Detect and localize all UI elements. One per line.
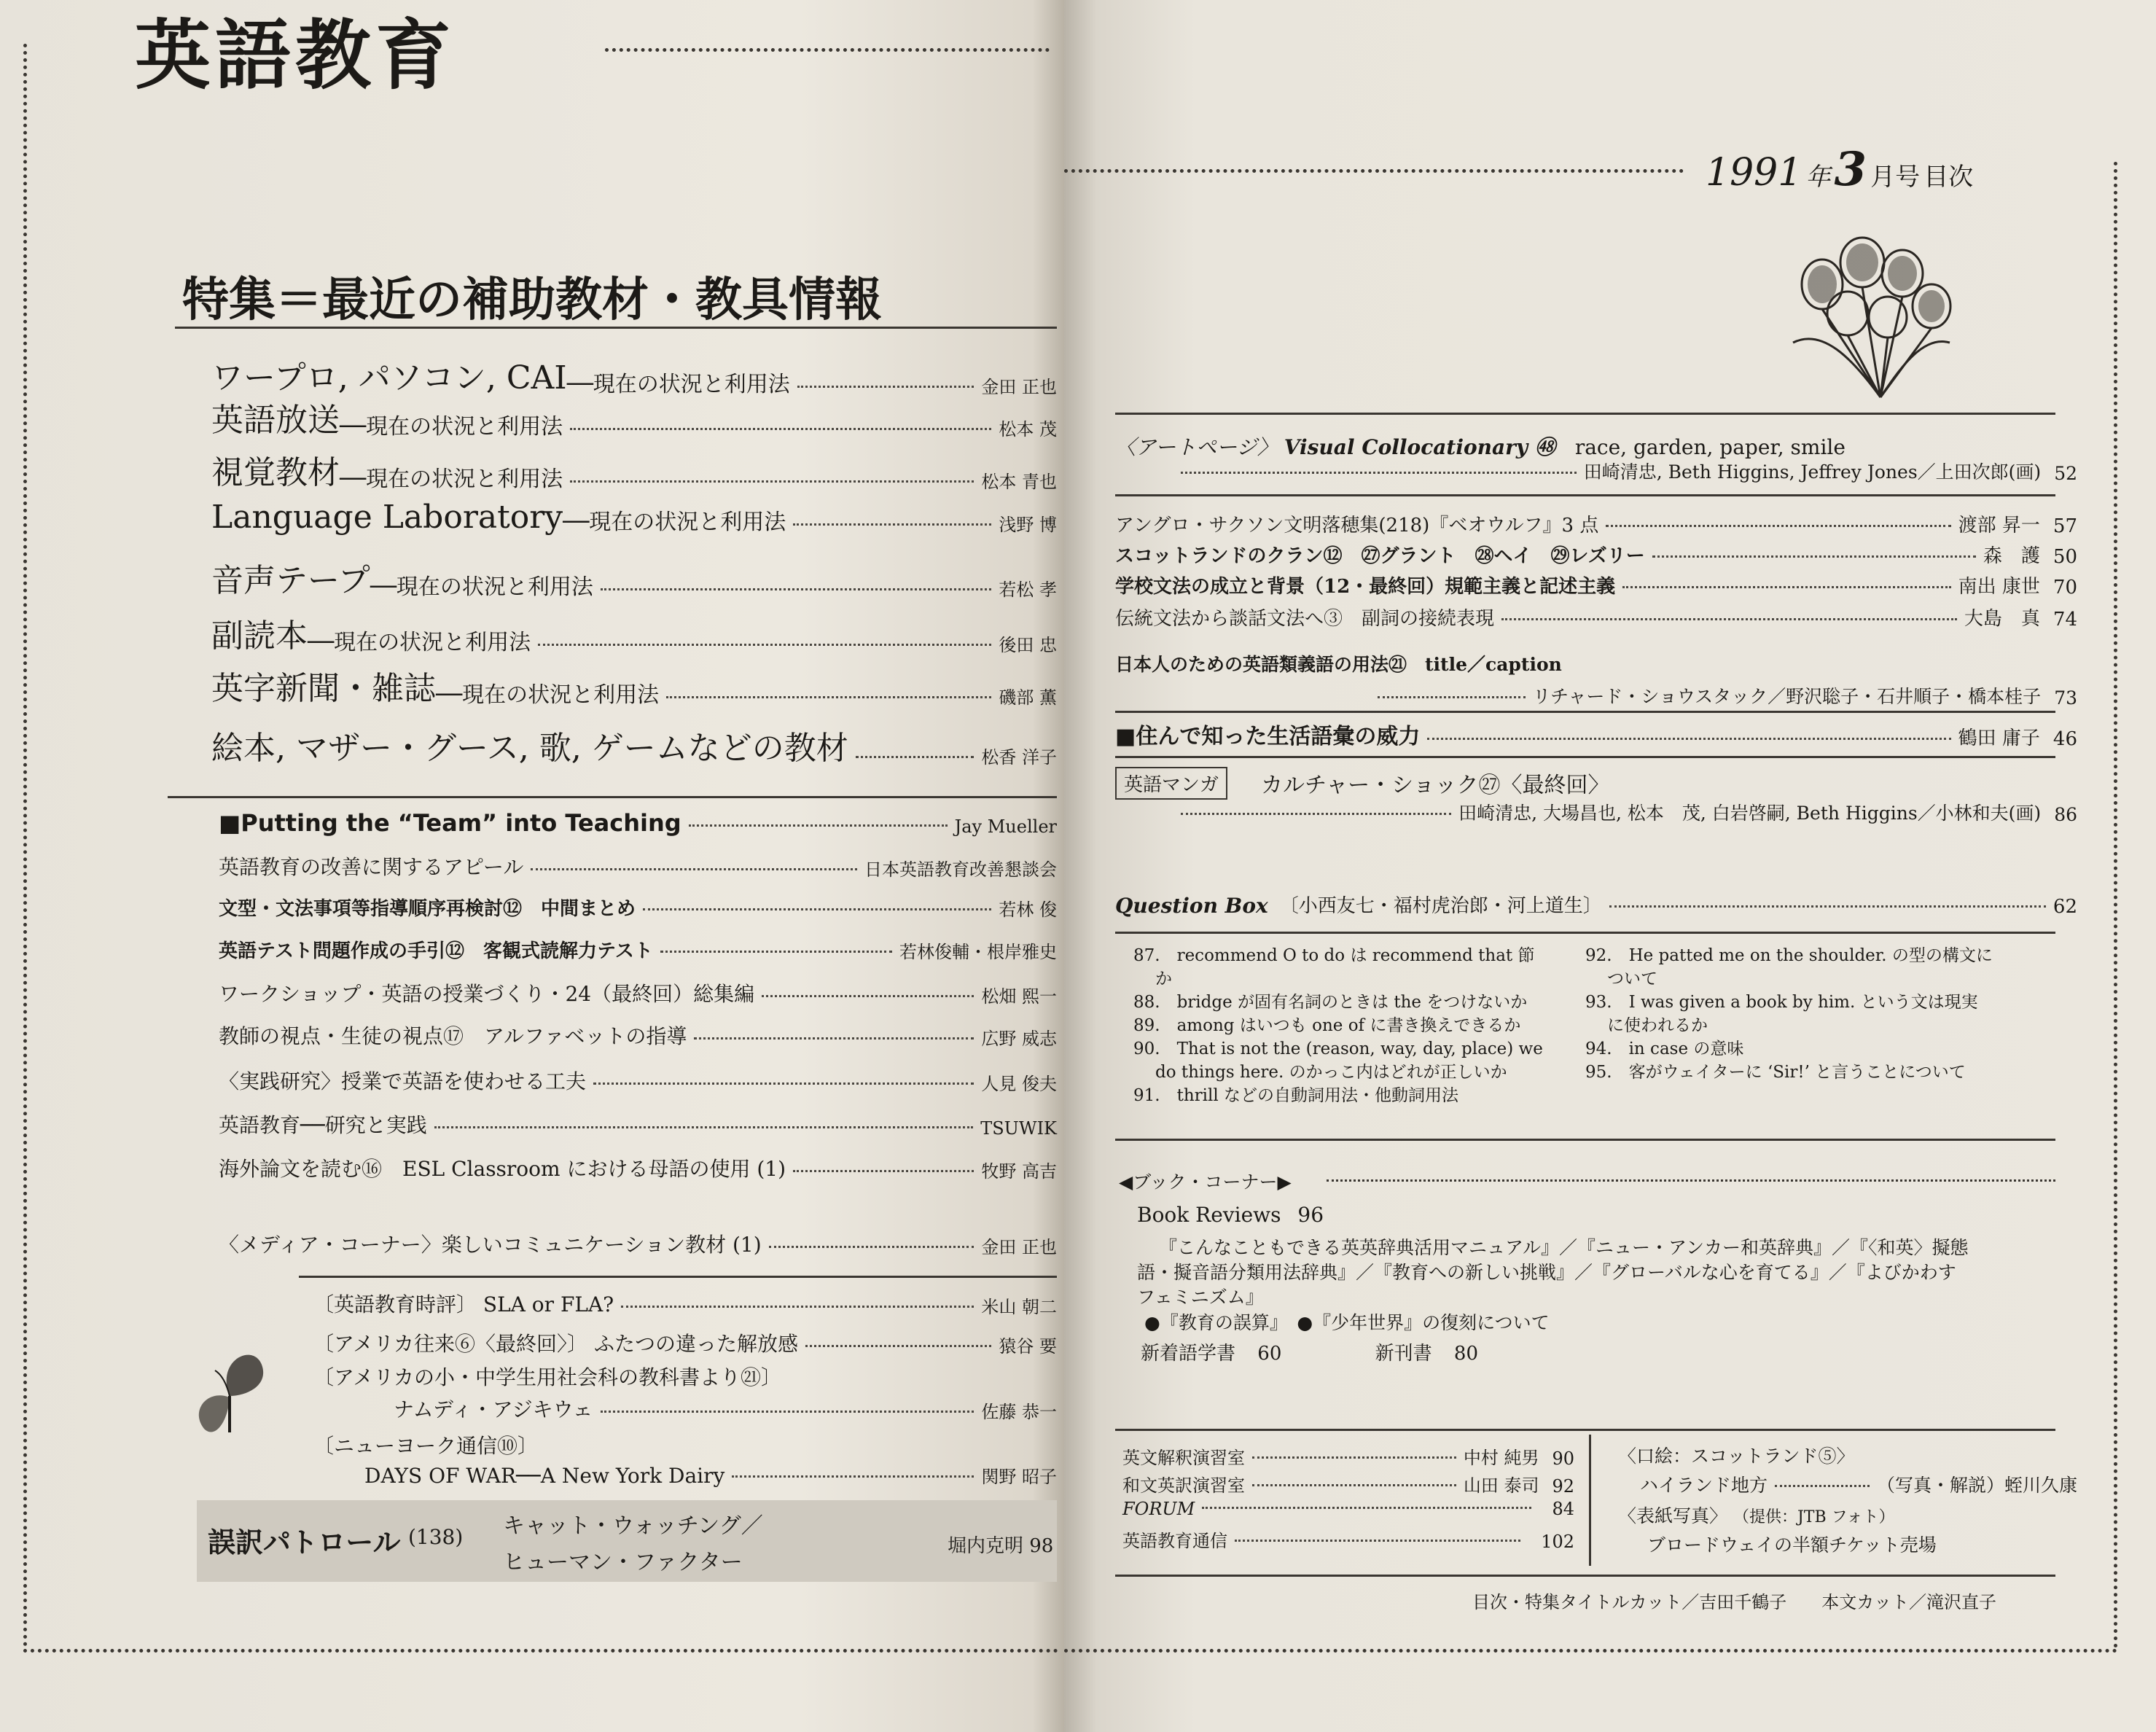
article-title: 英語教育──研究と実践 <box>219 1113 427 1137</box>
cover-title: 〈表紙写真〉 <box>1618 1505 1728 1526</box>
bottom-page: 102 <box>1541 1532 1574 1552</box>
manga-credits: 田崎清忠, 大場昌也, 松本 茂, 白岩啓嗣, Beth Higgins／小林和夫(画) <box>1458 803 2042 824</box>
serial-title: アングロ・サクソン文明落穂集(218)『ベオウルフ』3 点 <box>1115 515 1599 537</box>
column-item <box>313 1430 1057 1459</box>
question-box-authors: 〔小西友七・福村虎治郎・河上道生〕 <box>1279 895 1602 917</box>
feature-bottom-rule <box>168 796 1057 798</box>
header-rule <box>1115 413 2055 415</box>
left-dashed-border <box>23 44 27 1647</box>
art-page-words: race, garden, paper, smile <box>1574 435 1846 459</box>
bottom-page: 84 <box>1552 1499 1574 1519</box>
article-item <box>219 1066 1057 1095</box>
article-item <box>219 809 1057 837</box>
left-page <box>0 0 1064 1732</box>
feature-item <box>211 554 1057 601</box>
article-author: Jay Mueller <box>954 816 1057 837</box>
feature-subtitle: ──現在の状況と利用法 <box>370 574 593 600</box>
serial-author: 南出 康世 <box>1958 576 2040 598</box>
new-lang-page: 60 <box>1257 1343 1282 1365</box>
article-title: ■Putting the “Team” into Teaching <box>219 809 681 837</box>
bottom-rule <box>1115 1429 2055 1431</box>
living-rule <box>1115 711 2055 713</box>
article-author: 日本英語教育改善懇談会 <box>864 859 1057 880</box>
column-title: 〔アメリカの小・中学生用社会科の教科書より㉑〕 <box>313 1365 782 1389</box>
question-item: ついて <box>1607 970 1657 988</box>
manga-label: 英語マンガ <box>1115 767 1227 800</box>
question-box-page: 62 <box>2053 896 2077 918</box>
article-item <box>219 894 1057 921</box>
date-mokuji: 目次 <box>1923 163 1974 192</box>
book-list-2: 語・擬音語分類用法辞典』／『教育への新しい挑戦』／『グローバルな心を育てる』／『よびかわす <box>1137 1262 1956 1283</box>
bottom-item <box>1122 1499 1574 1519</box>
book-rule <box>1115 1139 2055 1141</box>
question-item: 93. I was given a book by him. という文は現実 <box>1585 993 1978 1012</box>
column-title: 〔アメリカ往来⑥〈最終回〉〕 ふたつの違った解放感 <box>313 1332 798 1356</box>
column-author: 佐藤 恭一 <box>981 1402 1057 1422</box>
new-lang-label: 新着語学書 <box>1141 1343 1236 1365</box>
bottom-dashed-border-left <box>23 1649 1058 1653</box>
kuchie-line <box>1640 1471 2077 1497</box>
question-box-title: Question Box <box>1115 894 1268 918</box>
footer-rule <box>1115 1575 2055 1577</box>
serial-page: 50 <box>2053 546 2077 568</box>
article-item <box>219 1153 1057 1182</box>
feature-author: 金田 正也 <box>981 377 1057 397</box>
living-page: 46 <box>2053 728 2077 750</box>
feature-title: 副読本 <box>211 617 308 655</box>
feature-title: 音声テープ <box>211 562 370 599</box>
date-header <box>1706 142 1973 197</box>
bottom-title: 英語教育通信 <box>1122 1531 1227 1551</box>
book-reviews-page: 96 <box>1297 1203 1324 1227</box>
feature-author: 磯部 薫 <box>999 687 1057 708</box>
column-item <box>313 1328 1057 1357</box>
column-item <box>313 1289 1057 1318</box>
column-author: 米山 朝二 <box>981 1297 1057 1317</box>
serial-author: 渡部 昇一 <box>1958 515 2040 537</box>
question-item: 88. bridge が固有名詞のときは the をつけないか <box>1133 993 1528 1012</box>
cover-sub: ブロードウェイの半額チケット売場 <box>1647 1534 1937 1556</box>
bottom-dashed-border-right <box>1064 1649 2117 1653</box>
question-item: 92. He patted me on the shoulder. の型の構文に <box>1585 946 1993 965</box>
serial-page: 74 <box>2053 609 2077 631</box>
feature-top-rule <box>175 327 1057 329</box>
kuchie-sub: ハイランド地方 <box>1640 1475 1768 1496</box>
journal-title: 英語教育 <box>135 11 456 100</box>
synonym-title: 日本人のための英語類義語の用法㉑ title／caption <box>1115 654 1562 675</box>
article-title: ワークショップ・英語の授業づくり・24（最終回）総集編 <box>219 982 755 1006</box>
article-item <box>219 1109 1057 1139</box>
question-item: に使われるか <box>1607 1016 1708 1035</box>
book-corner-dashes <box>1327 1179 2055 1182</box>
manga-page: 86 <box>2054 804 2077 825</box>
patrol-title: 誤訳パトロール <box>208 1526 401 1559</box>
question-item: 95. 客がウェイターに ‘Sir!’ と言うことについて <box>1585 1063 1966 1082</box>
feature-item <box>211 609 1057 656</box>
book-notes: ●『教育の誤算』 ●『少年世界』の復刻について <box>1144 1312 1550 1333</box>
question-item: か <box>1155 970 1172 988</box>
feature-item <box>211 662 1057 709</box>
living-title: ■住んで知った生活語彙の威力 <box>1115 724 1421 749</box>
serial-item <box>1115 541 2077 568</box>
question-box-line <box>1115 891 2077 918</box>
right-page <box>1064 0 2156 1732</box>
patrol-line-1: キャット・ウォッチング／ <box>503 1513 763 1539</box>
feature-subtitle: ──現在の状況と利用法 <box>340 414 563 440</box>
bottom-title: 英文解釈演習室 <box>1122 1448 1245 1468</box>
column-author: 関野 昭子 <box>981 1467 1057 1487</box>
article-author: 金田 正也 <box>981 1237 1057 1257</box>
feature-author: 浅野 博 <box>999 515 1057 535</box>
synonym-page: 73 <box>2054 687 2077 709</box>
article-author: 若林 俊 <box>999 900 1057 920</box>
kuchie-title: 〈口絵：スコットランド⑤〉 <box>1618 1446 1855 1467</box>
feature-title: ワープロ, パソコン, CAI <box>211 359 567 397</box>
feature-subtitle: ──現在の状況と利用法 <box>308 630 531 655</box>
serial-author: 大島 真 <box>1964 608 2040 630</box>
feature-title: 絵本, マザー・グース, 歌, ゲームなどの教材 <box>211 730 848 767</box>
feature-subtitle: ──現在の状況と利用法 <box>340 467 563 492</box>
serial-title: 伝統文法から談話文法へ③ 副詞の接続表現 <box>1115 608 1495 630</box>
art-page-label: 〈アートページ〉 <box>1115 435 1278 459</box>
top-dashed-border-right <box>1064 169 1684 173</box>
art-page-credits: 田崎清忠, Beth Higgins, Jeffrey Jones／上田次郎(画) <box>1583 461 2042 483</box>
feature-heading: 特集＝最近の補助教材・教具情報 <box>182 273 882 327</box>
columns-rule <box>299 1276 1057 1278</box>
tulip-bouquet-illustration <box>1778 233 1968 408</box>
feature-author: 松本 青也 <box>981 472 1057 492</box>
column-title: ナムディ・アジキウェ <box>394 1397 593 1421</box>
article-title: 海外論文を読む⑯ ESL Classroom における母語の使用 (1) <box>219 1157 786 1181</box>
article-author: 牧野 高吉 <box>981 1161 1057 1182</box>
cover-line <box>1618 1502 1895 1528</box>
patrol-author: 堀内克明 98 <box>948 1535 1054 1557</box>
art-page-title: Visual Collocationary ㊽ <box>1284 435 1555 459</box>
column-author: 猿谷 要 <box>999 1336 1057 1357</box>
bottom-title: FORUM <box>1122 1499 1195 1519</box>
bottom-item <box>1122 1471 1574 1497</box>
article-author: 松畑 熙一 <box>981 986 1057 1007</box>
question-item: 91. thrill などの自動詞用法・他動詞用法 <box>1133 1086 1459 1105</box>
new-pub-label: 新刊書 <box>1375 1343 1432 1365</box>
serial-page: 57 <box>2053 515 2077 537</box>
feature-author: 松香 洋子 <box>981 747 1057 768</box>
art-rule <box>1115 494 2055 496</box>
feature-author: 後田 忠 <box>999 635 1057 655</box>
feature-item <box>211 394 1057 440</box>
manga-rule <box>1115 756 2055 758</box>
date-month: 3 <box>1834 142 1867 197</box>
synonym-credits-line <box>1370 682 2077 709</box>
living-author: 鶴田 庸子 <box>1958 727 2040 749</box>
article-item <box>219 1229 1057 1258</box>
bottom-author: 山田 泰司 <box>1463 1475 1539 1496</box>
question-item: 87. recommend O to do は recommend that 節 <box>1133 946 1535 965</box>
bottom-page: 90 <box>1552 1448 1574 1469</box>
article-title: 英語教育の改善に関するアピール <box>219 855 524 879</box>
question-item: 89. among はいつも one of に書き換えできるか <box>1133 1016 1521 1035</box>
column-title: DAYS OF WAR──A New York Dairy <box>364 1464 725 1488</box>
living-line <box>1115 718 2077 750</box>
article-item <box>219 936 1057 963</box>
column-item <box>364 1462 1057 1488</box>
question-item: do things here. のかっこ内はどれが正しいか <box>1155 1063 1507 1082</box>
feature-item <box>211 722 1057 768</box>
serial-item <box>1115 572 2077 598</box>
article-author: 広野 威志 <box>981 1029 1057 1049</box>
bottom-divider <box>1589 1435 1591 1566</box>
column-title: 〔ニューヨーク通信⑩〕 <box>313 1434 539 1458</box>
article-title: 英語テスト問題作成の手引⑫ 客観式読解力テスト <box>219 940 653 962</box>
article-author: 若林俊輔・根岸雅史 <box>899 942 1057 962</box>
article-author: 人見 俊夫 <box>981 1074 1057 1094</box>
feature-title: 英語放送 <box>211 402 340 439</box>
feature-subtitle: ──現在の状況と利用法 <box>566 372 790 397</box>
book-list-3: フェミニズム』 <box>1137 1287 1264 1308</box>
butterfly-illustration <box>186 1345 273 1443</box>
book-reviews-line <box>1137 1203 1324 1227</box>
date-year: 1991 <box>1706 151 1802 195</box>
feature-author: 松本 茂 <box>999 419 1057 440</box>
bottom-item <box>1122 1526 1574 1552</box>
new-pub-page: 80 <box>1453 1343 1479 1365</box>
art-page-line <box>1115 432 1846 461</box>
date-nen: 年 <box>1805 163 1831 192</box>
feature-subtitle: ──現在の状況と利用法 <box>563 510 786 535</box>
manga-credits-line <box>1173 799 2077 825</box>
serial-title: スコットランドのクラン⑫ ㉗グラント ㉘ヘイ ㉙レズリー <box>1115 545 1645 567</box>
top-dashed-border <box>605 48 1050 52</box>
synonym-credits: リチャード・ショウスタック／野沢聡子・石井順子・橋本桂子 <box>1532 686 2042 707</box>
feature-item <box>211 499 1057 536</box>
feature-title: Language Laboratory <box>211 499 563 536</box>
article-title: 文型・文法事項等指導順序再検討⑫ 中間まとめ <box>219 898 636 920</box>
book-reviews-label: Book Reviews <box>1137 1203 1281 1227</box>
serial-author: 森 護 <box>1983 545 2040 567</box>
footer-credits: 目次・特集タイトルカット／吉田千鶴子 本文カット／滝沢直子 <box>1472 1592 1997 1612</box>
serial-item <box>1115 604 2077 631</box>
feature-subtitle: ──現在の状況と利用法 <box>436 682 660 708</box>
feature-item <box>211 351 1057 398</box>
serial-item <box>1115 510 2077 537</box>
question-item: 90. That is not the (reason, way, day, place) we <box>1133 1039 1543 1058</box>
right-dashed-border <box>2114 162 2117 1649</box>
bottom-title: 和文英訳演習室 <box>1122 1475 1245 1496</box>
manga-title: カルチャー・ショック㉗〈最終回〉 <box>1261 773 1610 798</box>
column-item <box>394 1394 1057 1423</box>
bottom-page: 92 <box>1552 1476 1574 1497</box>
bottom-author: 中村 純男 <box>1463 1448 1539 1468</box>
article-item <box>219 851 1057 881</box>
article-title: 〈メディア・コーナー〉楽しいコミュニケーション教材 (1) <box>219 1233 762 1257</box>
book-list-1: 『こんなこともできる英英辞典活用マニュアル』／『ニュー・アンカー和英辞典』／『〈和英〉擬態 <box>1159 1237 1969 1258</box>
column-item <box>313 1362 1057 1391</box>
article-title: 教師の視点・生徒の視点⑰ アルファベットの指導 <box>219 1024 687 1048</box>
qb-rule <box>1115 932 2055 934</box>
feature-title: 視覚教材 <box>211 454 340 491</box>
article-item <box>219 978 1057 1007</box>
art-page-page: 52 <box>2054 463 2077 484</box>
question-item: 94. in case の意味 <box>1585 1039 1744 1058</box>
feature-item <box>211 446 1057 493</box>
feature-author: 若松 孝 <box>999 580 1057 600</box>
patrol-number: (138) <box>408 1525 464 1549</box>
new-books-line <box>1141 1338 1478 1365</box>
cover-credit: （提供：JTB フォト） <box>1733 1508 1895 1526</box>
art-page-credits-line <box>1173 458 2077 484</box>
article-author: TSUWIK <box>980 1118 1057 1139</box>
bottom-item <box>1122 1443 1574 1469</box>
kuchie-credit: （写真・解説）蛭川久康 <box>1876 1475 2077 1496</box>
book-corner-label: ◀ブック・コーナー▶ <box>1119 1171 1292 1193</box>
column-title: 〔英語教育時評〕 SLA or FLA? <box>313 1292 614 1316</box>
date-gatsu: 月号 <box>1870 163 1921 192</box>
serial-title: 学校文法の成立と背景（12・最終回）規範主義と記述主義 <box>1115 576 1616 598</box>
article-title: 〈実践研究〉授業で英語を使わせる工夫 <box>219 1069 587 1093</box>
article-item <box>219 1021 1057 1050</box>
serial-page: 70 <box>2053 577 2077 598</box>
feature-title: 英字新聞・雑誌 <box>211 670 436 707</box>
patrol-line-2: ヒューマン・ファクター <box>503 1550 743 1575</box>
